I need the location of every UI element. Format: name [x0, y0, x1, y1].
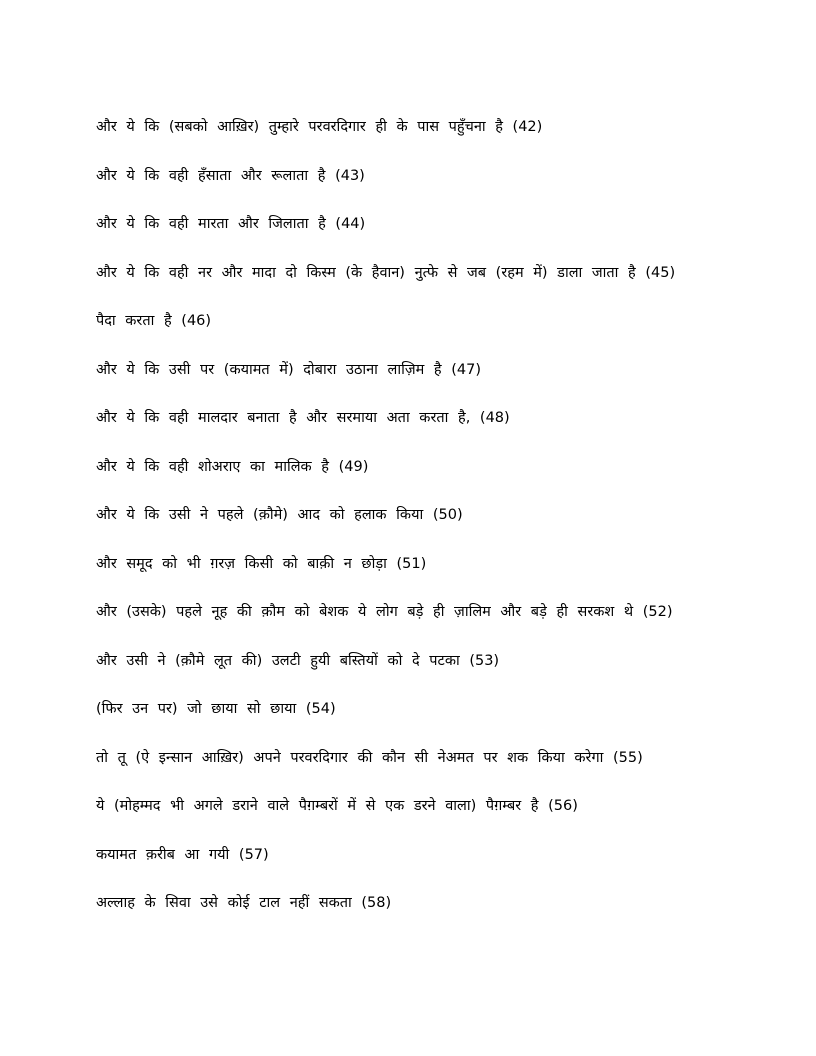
- verse-54: (फिर उन पर) जो छाया सो छाया (54): [96, 701, 336, 717]
- verse-53: और उसी ने (क़ौमे लूत की) उलटी हुयी बस्तियों को दे पटका (53): [96, 652, 500, 669]
- verse-52: और (उसके) पहले नूह की क़ौम को बेशक ये लोग बड़े ही ज़ालिम और बड़े ही सरकश थे (52): [96, 604, 673, 620]
- verse-47: और ये कि उसी पर (कयामत में) दोबारा उठाना लाज़िम है (47): [96, 361, 481, 378]
- verse-56: ये (मोहम्मद भी अगले डराने वाले पैग़म्बरों में से एक डरने वाला) पैग़म्बर है (56): [96, 798, 578, 814]
- verse-49: और ये कि वही शोअराए का मालिक है (49): [96, 458, 369, 475]
- verse-44: और ये कि वही मारता और जिलाता है (44): [96, 216, 366, 232]
- verse-57: कयामत क़रीब आ गयी (57): [96, 846, 269, 863]
- verse-51: और समूद को भी ग़रज़ किसी को बाक़ी न छोड़ा (51): [96, 555, 427, 572]
- verse-45: और ये कि वही नर और मादा दो किस्म (के हैवान) नुत्फे से जब (रहम में) डाला जाता है (45): [96, 264, 676, 281]
- verse-42: और ये कि (सबको आख़िर) तुम्हारे परवरदिगार ही के पास पहुँचना है (42): [96, 119, 543, 135]
- verse-48: और ये कि वही मालदार बनाता है और सरमाया अता करता है, (48): [96, 410, 510, 426]
- verse-list: [96, 116, 736, 941]
- verse-55: तो तू (ऐ इन्सान आख़िर) अपने परवरदिगार की कौन सी नेअमत पर शक किया करेगा (55): [96, 749, 643, 766]
- verse-50: और ये कि उसी ने पहले (क़ौमे) आद को हलाक किया (50): [96, 507, 463, 523]
- verse-43: और ये कि वही हँसाता और रूलाता है (43): [96, 167, 365, 184]
- verse-46: पैदा करता है (46): [96, 313, 212, 329]
- verse-58: अल्लाह के सिवा उसे कोई टाल नहीं सकता (58): [96, 895, 392, 911]
